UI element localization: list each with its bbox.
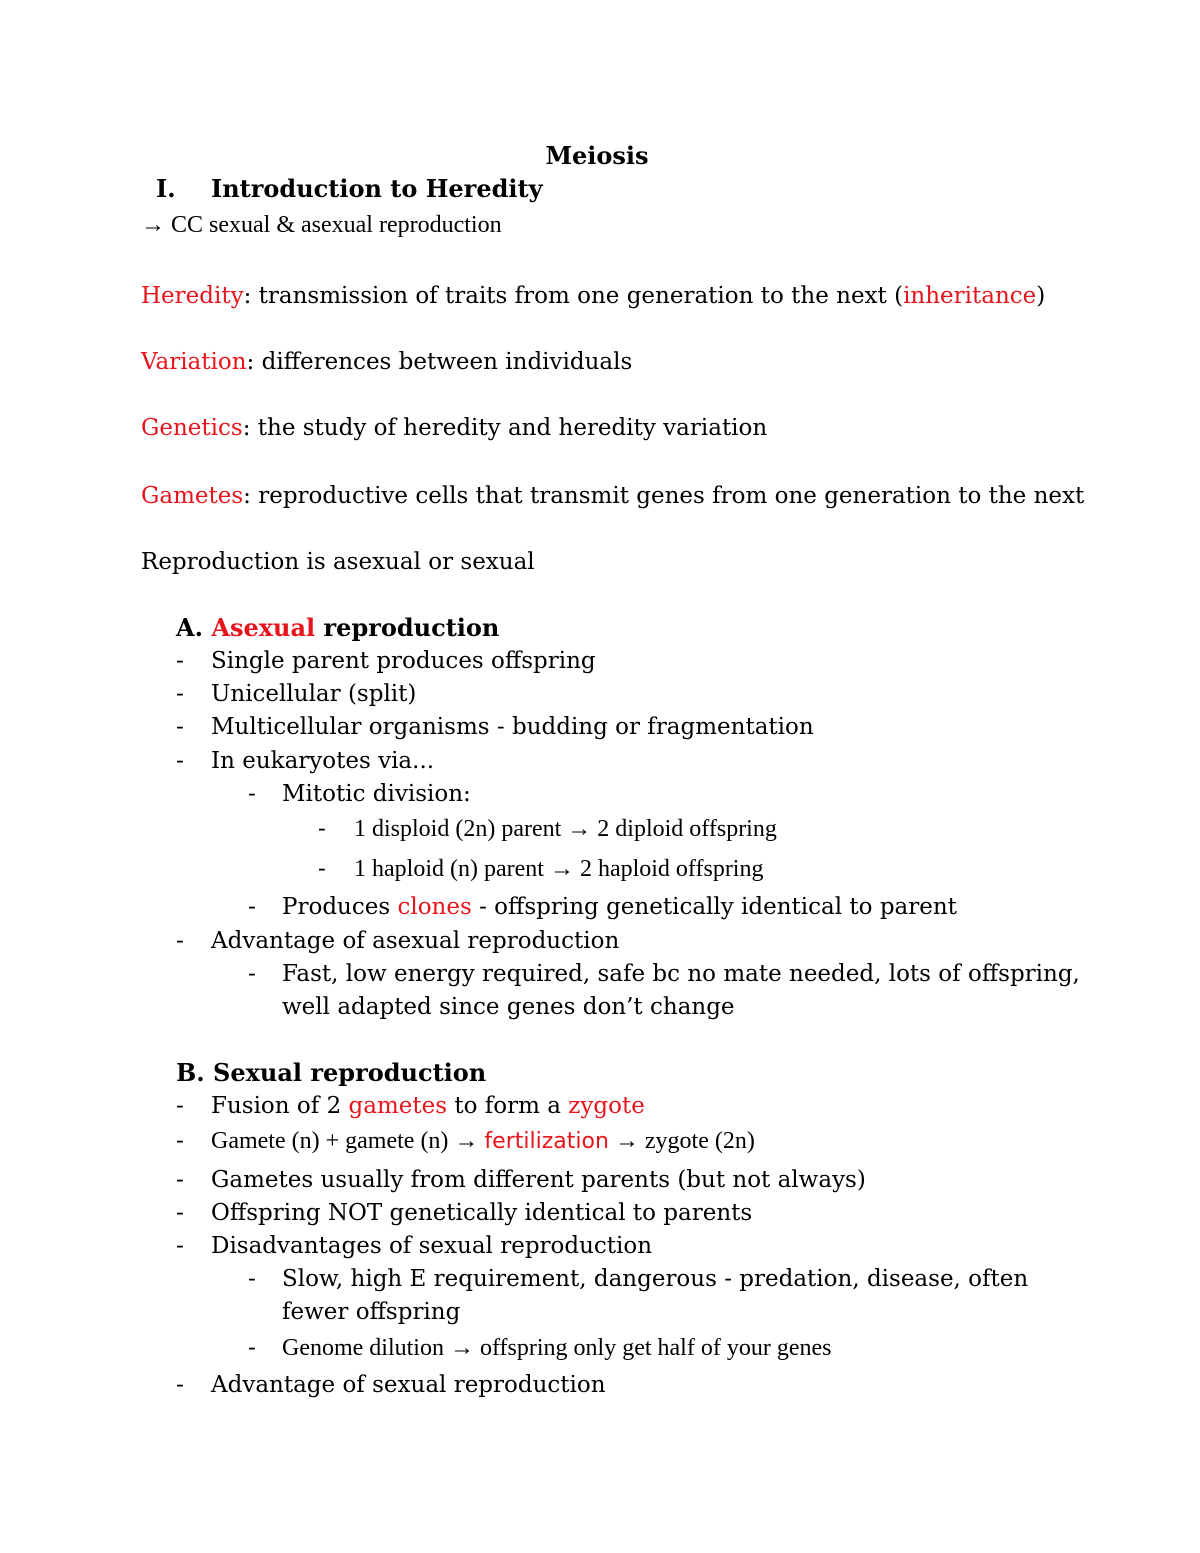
bullet-dash: - (248, 961, 256, 987)
list-item: In eukaryotes via... (211, 748, 435, 774)
definition-text: : reproductive cells that transmit genes from one generation to the next (243, 483, 1085, 509)
equation-pre: Gamete (n) + gamete (n) → (211, 1128, 485, 1154)
definition-colon: : (243, 283, 252, 309)
heading-text: Sexual reproduction (213, 1058, 487, 1087)
list-item: Fast, low energy required, safe bc no mate needed, lots of offspring, (282, 961, 1080, 987)
definition-genetics (141, 411, 767, 445)
bullet-dash: - (318, 856, 326, 882)
equation-post: → zygote (2n) (608, 1128, 755, 1154)
list-item: Slow, high E requirement, dangerous - predation, disease, often (282, 1266, 1029, 1292)
bullet-dash: - (176, 1233, 184, 1259)
term-fertilization: fertilization (484, 1129, 609, 1154)
bullet-dash: - (176, 714, 184, 740)
bullet-dash: - (248, 781, 256, 807)
bullet-dash: - (248, 894, 256, 920)
list-item: 1 haploid (n) parent → 2 haploid offspring (354, 856, 764, 882)
heading-letter: A. (176, 613, 203, 642)
list-item: Offspring NOT genetically identical to parents (211, 1200, 753, 1226)
bullet-dash: - (176, 1200, 184, 1226)
bullet-dash: - (248, 1335, 256, 1361)
list-item: Unicellular (split) (211, 681, 417, 707)
definition-variation (141, 345, 632, 379)
definition-text: : the study of heredity and heredity variation (242, 415, 768, 441)
term-gametes: Gametes (141, 483, 244, 509)
definition-text: transmission of traits from one generation to the next ( (251, 283, 904, 309)
bullet-dash: - (176, 1128, 184, 1154)
list-item-continued: fewer offspring (282, 1299, 461, 1325)
clones-pre: Produces (282, 894, 398, 920)
definition-text: : differences between individuals (246, 349, 633, 375)
asexual-heading (176, 611, 499, 645)
bullet-dash: - (176, 1093, 184, 1119)
bullet-dash: - (176, 648, 184, 674)
list-item: Single parent produces offspring (211, 648, 596, 674)
list-item: Advantage of sexual reproduction (211, 1372, 606, 1398)
bullet-dash: - (176, 1167, 184, 1193)
term-clones: clones (397, 894, 472, 920)
list-item: Multicellular organisms - budding or fragmentation (211, 714, 814, 740)
term-asexual: Asexual (211, 613, 316, 642)
bullet-dash: - (318, 816, 326, 842)
term-variation: Variation (141, 349, 247, 375)
list-item-gamete-equation (211, 1124, 755, 1159)
definition-gametes (141, 479, 1084, 513)
cc-line: → CC sexual & asexual reproduction (141, 212, 502, 238)
list-item-continued: well adapted since genes don’t change (282, 994, 735, 1020)
list-item-fusion (211, 1089, 645, 1123)
term-genetics: Genetics (141, 415, 243, 441)
list-item: 1 disploid (2n) parent → 2 diploid offspring (354, 816, 777, 842)
list-item: Genome dilution → offspring only get half of your genes (282, 1335, 832, 1361)
list-item: Gametes usually from different parents (but not always) (211, 1167, 866, 1193)
term-gametes: gametes (348, 1093, 448, 1119)
bullet-dash: - (248, 1266, 256, 1292)
reproduction-line: Reproduction is asexual or sexual (141, 549, 535, 575)
list-item: Mitotic division: (282, 781, 471, 807)
definition-close: ) (1036, 283, 1046, 309)
sexual-heading (176, 1056, 486, 1090)
heading-letter: B. (176, 1058, 205, 1087)
list-item: Disadvantages of sexual reproduction (211, 1233, 653, 1259)
section-numeral: I. (156, 174, 176, 203)
bullet-dash: - (176, 681, 184, 707)
term-zygote: zygote (568, 1093, 645, 1119)
heading-rest: reproduction (323, 613, 500, 642)
term-heredity: Heredity (141, 283, 244, 309)
page-title: Meiosis (545, 141, 649, 170)
fusion-pre: Fusion of 2 (211, 1093, 349, 1119)
bullet-dash: - (176, 928, 184, 954)
list-item: Advantage of asexual reproduction (211, 928, 620, 954)
fusion-mid: to form a (447, 1093, 569, 1119)
bullet-dash: - (176, 748, 184, 774)
section-heading: Introduction to Heredity (211, 174, 543, 203)
definition-heredity (141, 279, 1045, 313)
clones-post: - offspring genetically identical to parent (471, 894, 957, 920)
bullet-dash: - (176, 1372, 184, 1398)
term-inheritance: inheritance (903, 283, 1037, 309)
list-item-clones (282, 890, 957, 924)
